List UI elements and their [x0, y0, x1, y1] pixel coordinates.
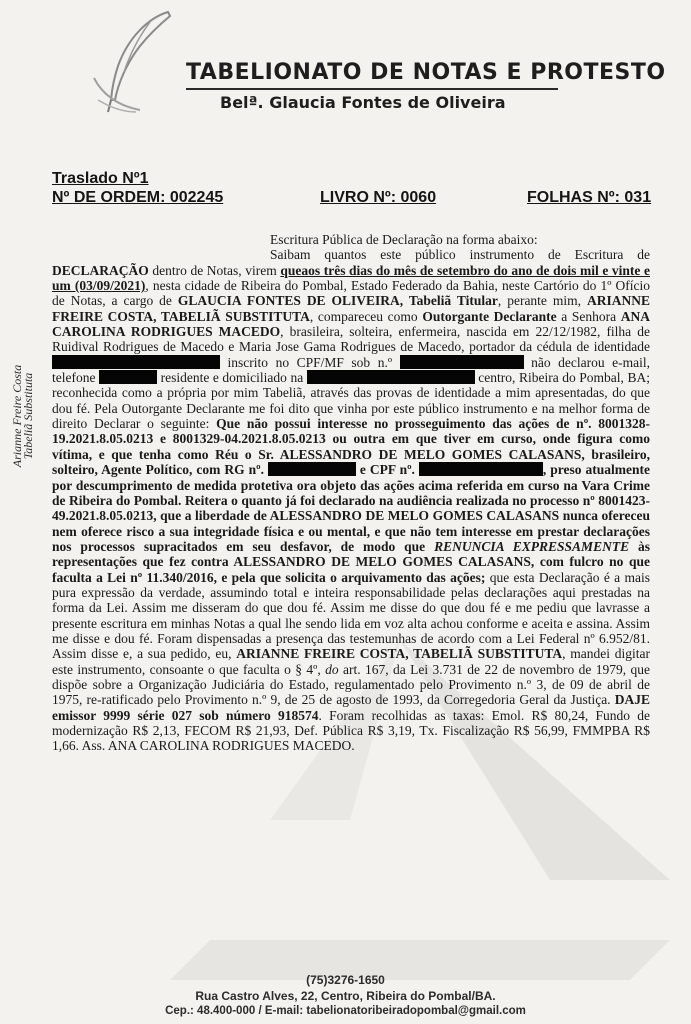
redacted-block	[307, 370, 475, 384]
ordem-number: Nº DE ORDEM: 002245	[52, 189, 224, 206]
redacted-block	[400, 355, 524, 369]
office-subtitle: Belª. Glaucia Fontes de Oliveira	[220, 93, 506, 112]
folhas-number: FOLHAS Nº: 031	[527, 189, 652, 206]
title-divider	[186, 88, 558, 90]
quill-pen-icon	[88, 8, 178, 118]
redacted-block	[52, 355, 220, 369]
side-signature-stamp	[2, 350, 44, 490]
footer-contact: Cep.: 48.400-000 / E-mail: tabelionatoribeiradopombal@gmail.com	[165, 1005, 526, 1017]
redacted-block	[99, 370, 157, 384]
footer-address: Rua Castro Alves, 22, Centro, Ribeira do Pombal/BA.	[195, 989, 496, 1003]
signatory-role: Tabeliã Substituta	[21, 372, 35, 460]
footer-phone: (75)3276-1650	[306, 973, 385, 987]
signatory-name: Arianne Freire Costa	[10, 364, 24, 468]
deed-body: Escritura Pública de Declaração na forma abaixo: Saibam quantos este público instrumento de Escritura de DECLARAÇÃO dentro de Notas, virem queaos três dias do mês de setembro do ano de dois mil e vinte e um (03/09/2021), nesta cidade de Ribeira do Pombal, Estado Federado da Bahia, neste Cartório do 1º Ofício de Notas, a cargo de GLAUCIA FONTES DE OLIVEIRA, Tabeliã Titular, perante mim, ARIANNE FREIRE COSTA, TABELIÃ SUBSTITUTA, compareceu como Outorgante Declarante a Senhora ANA CAROLINA RODRIGUES MACEDO, brasileira, solteira, enfermeira, nascida em 22/12/1982, filha de Ruidival Rodrigues de Macedo e Maria Jose Gama Rodrigues de Macedo, portador da cédula de identidade inscrito no CPF/MF sob n.º não declarou e-mail, telefone residente e domiciliado na centro, Ribeira do Pombal, BA; reconhecida como a própria por mim Tabeliã, através das provas de identidade a mim apresentadas, do que dou fé. Pela Outorgante Declarante me foi dito que vinha por este público instrumento e na melhor forma de direito Declarar o seguinte: Que não possui interesse no prosseguimento das ações de nº. 8001328-19.2021.8.05.0213 e 8001329-04.2021.8.05.0213 ou outra em que tiver em curso, onde figura como vítima, e que tenha como Réu o Sr. ALESSANDRO DE MELO GOMES CALASANS, brasileiro, solteiro, Agente Político, com RG nº. e CPF nº. , preso atualmente por descumprimento de medida protetiva ora objeto das ações acima referida em curso na Vara Crime de Ribeira do Pombal. Reitera o quanto já foi declarado na audiência realizada no processo nº 8001423-49.2021.8.05.0213, que a liberdade de ALESSANDRO DE MELO GOMES CALASANS nunca ofereceu nem oferece risco a sua integridade física e ou mental, e que não tem interesse em prestar declarações nos processos supracitados em seu desfavor, de modo que RENUNCIA EXPRESSAMENTE às representações que fez contra ALESSANDRO DE MELO GOMES CALASANS, com fulcro no que faculta a Lei nº 11.340/2016, e pela que solicita o arquivamento das ações; que esta Declaração é a mais pura expressão da verdade, assumindo total e inteira responsabilidade pelas declarações aqui prestadas na forma da Lei. Assim me disseram do que dou fé. Assim me disse do que dou fé e me pediu que lavrasse a presente escritura em minhas Notas a qual lhe sendo lida em voz alta achou conforme e aceita e assina. Assim me disse e dou fé. Foram dispensadas a presença das testemunhas de acordo com a Lei Federal nº 6.952/81. Assim disse e, a sua pedido, eu, ARIANNE FREIRE COSTA, TABELIÃ SUBSTITUTA, mandei digitar este instrumento, consoante o que faculta o § 4º, do art. 167, da Lei 3.731 de 22 de novembro de 1979, que dispõe sobre a Organização Judiciária do Estado, regulamentado pelo Provimento n.º 3, de 09 de abril de 1975, re-ratificado pelo Provimento n.º 9, de 25 de agosto de 1993, da Corregedoria Geral da Justiça. DAJE emissor 9999 série 027 sob número 918574. Foram recolhidas as taxas: Emol. R$ 80,24, Fundo de modernização R$ 2,13, FECOM R$ 21,93, Def. Pública R$ 3,19, Tx. Fiscalização R$ 56,99, FMMPBA R$ 1,66. Ass. ANA CAROLINA RODRIGUES MACEDO.	[52, 232, 651, 754]
livro-number: LIVRO Nº: 0060	[320, 189, 437, 206]
redacted-block	[419, 462, 543, 476]
traslado-label: Traslado Nº1	[52, 170, 149, 187]
redacted-block	[268, 462, 356, 476]
office-title: TABELIONATO DE NOTAS E PROTESTO	[186, 60, 666, 85]
